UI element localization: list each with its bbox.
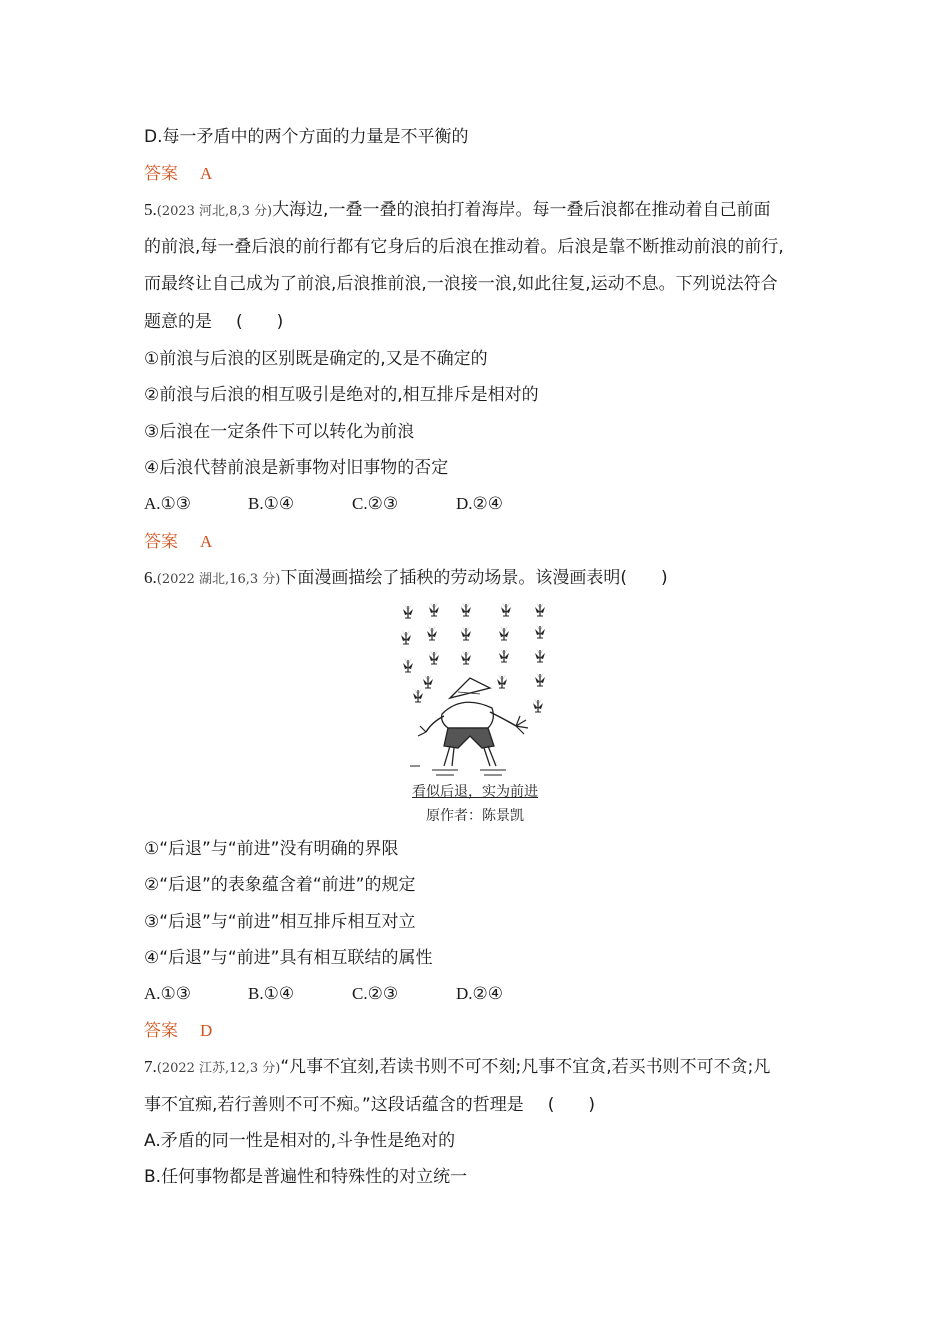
stem-text: 大海边,一叠一叠的浪拍打着海岸。每一叠后浪都在推动着自己前面	[272, 200, 771, 220]
option-b: B.①④	[248, 984, 295, 1003]
option-d: D.②④	[456, 984, 504, 1003]
stem-text: 事不宜痴,若行善则不可不痴。”这段话蕴含的哲理是	[144, 1095, 524, 1115]
q4-option-d: D.每一矛盾中的两个方面的力量是不平衡的	[144, 127, 469, 147]
option-d: D.②④	[456, 494, 504, 513]
cartoon-caption: 看似后退，实为前进	[412, 784, 538, 800]
q6-statement-4: ④“后退”与“前进”具有相互联结的属性	[144, 948, 433, 968]
sprout-column-2	[423, 602, 439, 688]
q5-stem-line-2: 的前浪,每一叠后浪的前行都有它身后的后浪在推动着。后浪是靠不断推动前浪的前行,	[144, 237, 784, 257]
q6-stem	[144, 566, 668, 592]
question-source: (2023 河北,8,3 分)	[156, 204, 273, 219]
q5-statement-2: ②前浪与后浪的相互吸引是绝对的,相互排斥是相对的	[144, 385, 539, 405]
q5-statement-3: ③后浪在一定条件下可以转化为前浪	[144, 422, 415, 442]
q6-options	[144, 982, 560, 1006]
option-a: A.①③	[144, 984, 192, 1003]
q6-answer	[144, 1019, 212, 1043]
sprout-column-3	[461, 602, 471, 664]
option-b: B.①④	[248, 494, 295, 513]
answer-label: 答案	[144, 532, 178, 552]
answer-value: A	[200, 164, 213, 183]
q5-stem-line-4	[144, 310, 283, 334]
question-number: 7.	[144, 1057, 157, 1076]
q5-stem-line-3: 而最终让自己成为了前浪,后浪推前浪,一浪接一浪,如此往复,运动不息。下列说法符合	[144, 274, 778, 294]
answer-blank: ( )	[547, 1095, 595, 1115]
q5-statement-1: ①前浪与后浪的区别既是确定的,又是不确定的	[144, 349, 488, 369]
question-number: 5.	[144, 200, 157, 219]
sprout-column-5	[533, 602, 545, 712]
rice-planting-cartoon	[392, 598, 558, 828]
answer-label: 答案	[144, 164, 178, 184]
answer-value: A	[200, 532, 213, 551]
q7-stem-line-1	[144, 1055, 770, 1081]
option-c: C.②③	[352, 494, 399, 513]
q6-statement-2: ②“后退”的表象蕴含着“前进”的规定	[144, 875, 416, 895]
option-a: A.①③	[144, 494, 192, 513]
option-c: C.②③	[352, 984, 399, 1003]
q6-statement-1: ①“后退”与“前进”没有明确的界限	[144, 839, 399, 859]
stem-text: 题意的是	[144, 312, 212, 332]
answer-value: D	[200, 1021, 213, 1040]
stem-text: “凡事不宜刻,若读书则不可不刻;凡事不宜贪,若买书则不可不贪;凡	[280, 1057, 771, 1077]
question-source: (2022 江苏,12,3 分)	[156, 1061, 281, 1076]
q7-option-a: A.矛盾的同一性是相对的,斗争性是绝对的	[144, 1131, 456, 1151]
sprout-column-4	[497, 602, 511, 688]
q7-stem-line-2	[144, 1093, 595, 1117]
answer-blank: ( )	[236, 312, 284, 332]
answer-label: 答案	[144, 1021, 178, 1041]
farmer-figure	[410, 678, 528, 775]
q4-answer	[144, 162, 212, 186]
q5-answer	[144, 530, 212, 554]
q6-statement-3: ③“后退”与“前进”相互排斥相互对立	[144, 912, 416, 932]
sprout-column-1	[401, 604, 423, 702]
q5-stem-line-1	[144, 198, 770, 224]
cartoon-drawing	[392, 598, 558, 778]
cartoon-author: 原作者：陈景凯	[426, 808, 524, 824]
stem-text: 下面漫画描绘了插秧的劳动场景。该漫画表明( )	[280, 568, 668, 588]
q5-options	[144, 492, 560, 516]
question-source: (2022 湖北,16,3 分)	[156, 572, 281, 587]
q7-option-b: B.任何事物都是普遍性和特殊性的对立统一	[144, 1167, 468, 1187]
question-number: 6.	[144, 568, 157, 587]
q5-statement-4: ④后浪代替前浪是新事物对旧事物的否定	[144, 458, 449, 478]
